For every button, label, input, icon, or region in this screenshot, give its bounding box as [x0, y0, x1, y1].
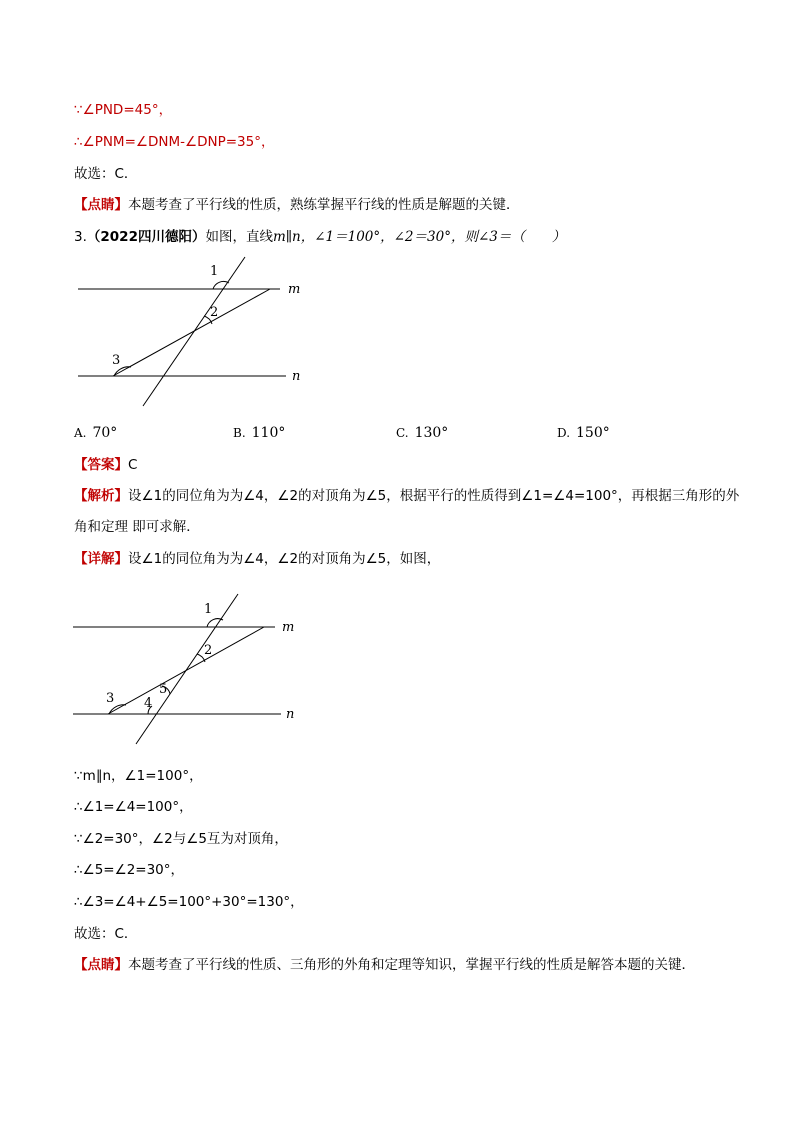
angle-1-label: 1: [204, 602, 213, 617]
option-b-letter: B.: [233, 426, 246, 440]
option-c-value: 130°: [414, 425, 449, 441]
prev-since-line: ∵∠PND=45°，: [74, 102, 173, 118]
analysis-text-1: 设∠1的同位角为为∠4，∠2的对顶角为∠5，根据平行的性质得到∠1=∠4=100°，再根据三角形的外: [128, 488, 740, 504]
angle-4-label: 4: [144, 696, 153, 711]
step-3: ∵∠2=30°，∠2与∠5互为对顶角，: [74, 831, 288, 847]
line-m-label: m: [288, 282, 301, 297]
prev-choice-line: 故选：C．: [74, 166, 138, 182]
option-b-value: 110°: [251, 425, 286, 441]
line-n-label: n: [286, 707, 295, 722]
final-comment-text: 本题考查了平行线的性质、三角形的外角和定理等知识，掌握平行线的性质是解答本题的关键．: [128, 957, 695, 973]
option-d-letter: D.: [557, 426, 571, 440]
angle-5-label: 5: [159, 682, 168, 697]
option-c-letter: C.: [396, 426, 409, 440]
option-d-value: 150°: [576, 425, 610, 441]
angle-3-arc: [109, 705, 126, 714]
angle-2-label: 2: [210, 305, 219, 320]
prev-therefore-line: ∴∠PNM=∠DNM-∠DNP=35°，: [74, 134, 275, 150]
angle-1-label: 1: [210, 264, 219, 279]
step-6: 故选：C．: [74, 926, 138, 942]
question-source: （2022四川德阳）: [86, 229, 206, 245]
final-comment-line: [74, 956, 695, 974]
question-math: m∥n，∠1＝100°，∠2＝30°，则∠3＝（ ）: [272, 229, 566, 245]
angle-3-label: 3: [112, 353, 121, 368]
answer-value: C: [128, 457, 138, 473]
final-comment-tag: 【点睛】: [74, 957, 128, 973]
comment-text: 本题考查了平行线的性质，熟练掌握平行线的性质是解题的关键．: [128, 197, 520, 213]
step-4: ∴∠5=∠2=30°，: [74, 862, 185, 878]
line-m-label: m: [282, 620, 295, 635]
question-number: 3.: [74, 229, 87, 245]
question-prefix: 如图，直线: [205, 229, 273, 245]
angle-3-label: 3: [106, 691, 115, 706]
transversal-shallow: [108, 627, 264, 714]
step-2: ∴∠1=∠4=100°，: [74, 799, 193, 815]
option-a-letter: A.: [74, 426, 87, 440]
analysis-tag: 【解析】: [74, 488, 128, 504]
line-n-label: n: [292, 369, 301, 384]
step-1: ∵m∥n，∠1=100°，: [74, 768, 203, 784]
detail-tag: 【详解】: [74, 551, 128, 567]
transversal-steep: [136, 594, 238, 744]
step-5: ∴∠3=∠4+∠5=100°+30°=130°，: [74, 894, 304, 910]
analysis-line-2: 角和定理 即可求解．: [74, 519, 200, 535]
answer-tag: 【答案】: [74, 457, 128, 473]
comment-tag: 【点睛】: [74, 197, 128, 213]
option-a-value: 70°: [92, 425, 118, 441]
angle-2-label: 2: [204, 643, 213, 658]
detail-intro: 设∠1的同位角为为∠4，∠2的对顶角为∠5，如图，: [128, 551, 441, 567]
